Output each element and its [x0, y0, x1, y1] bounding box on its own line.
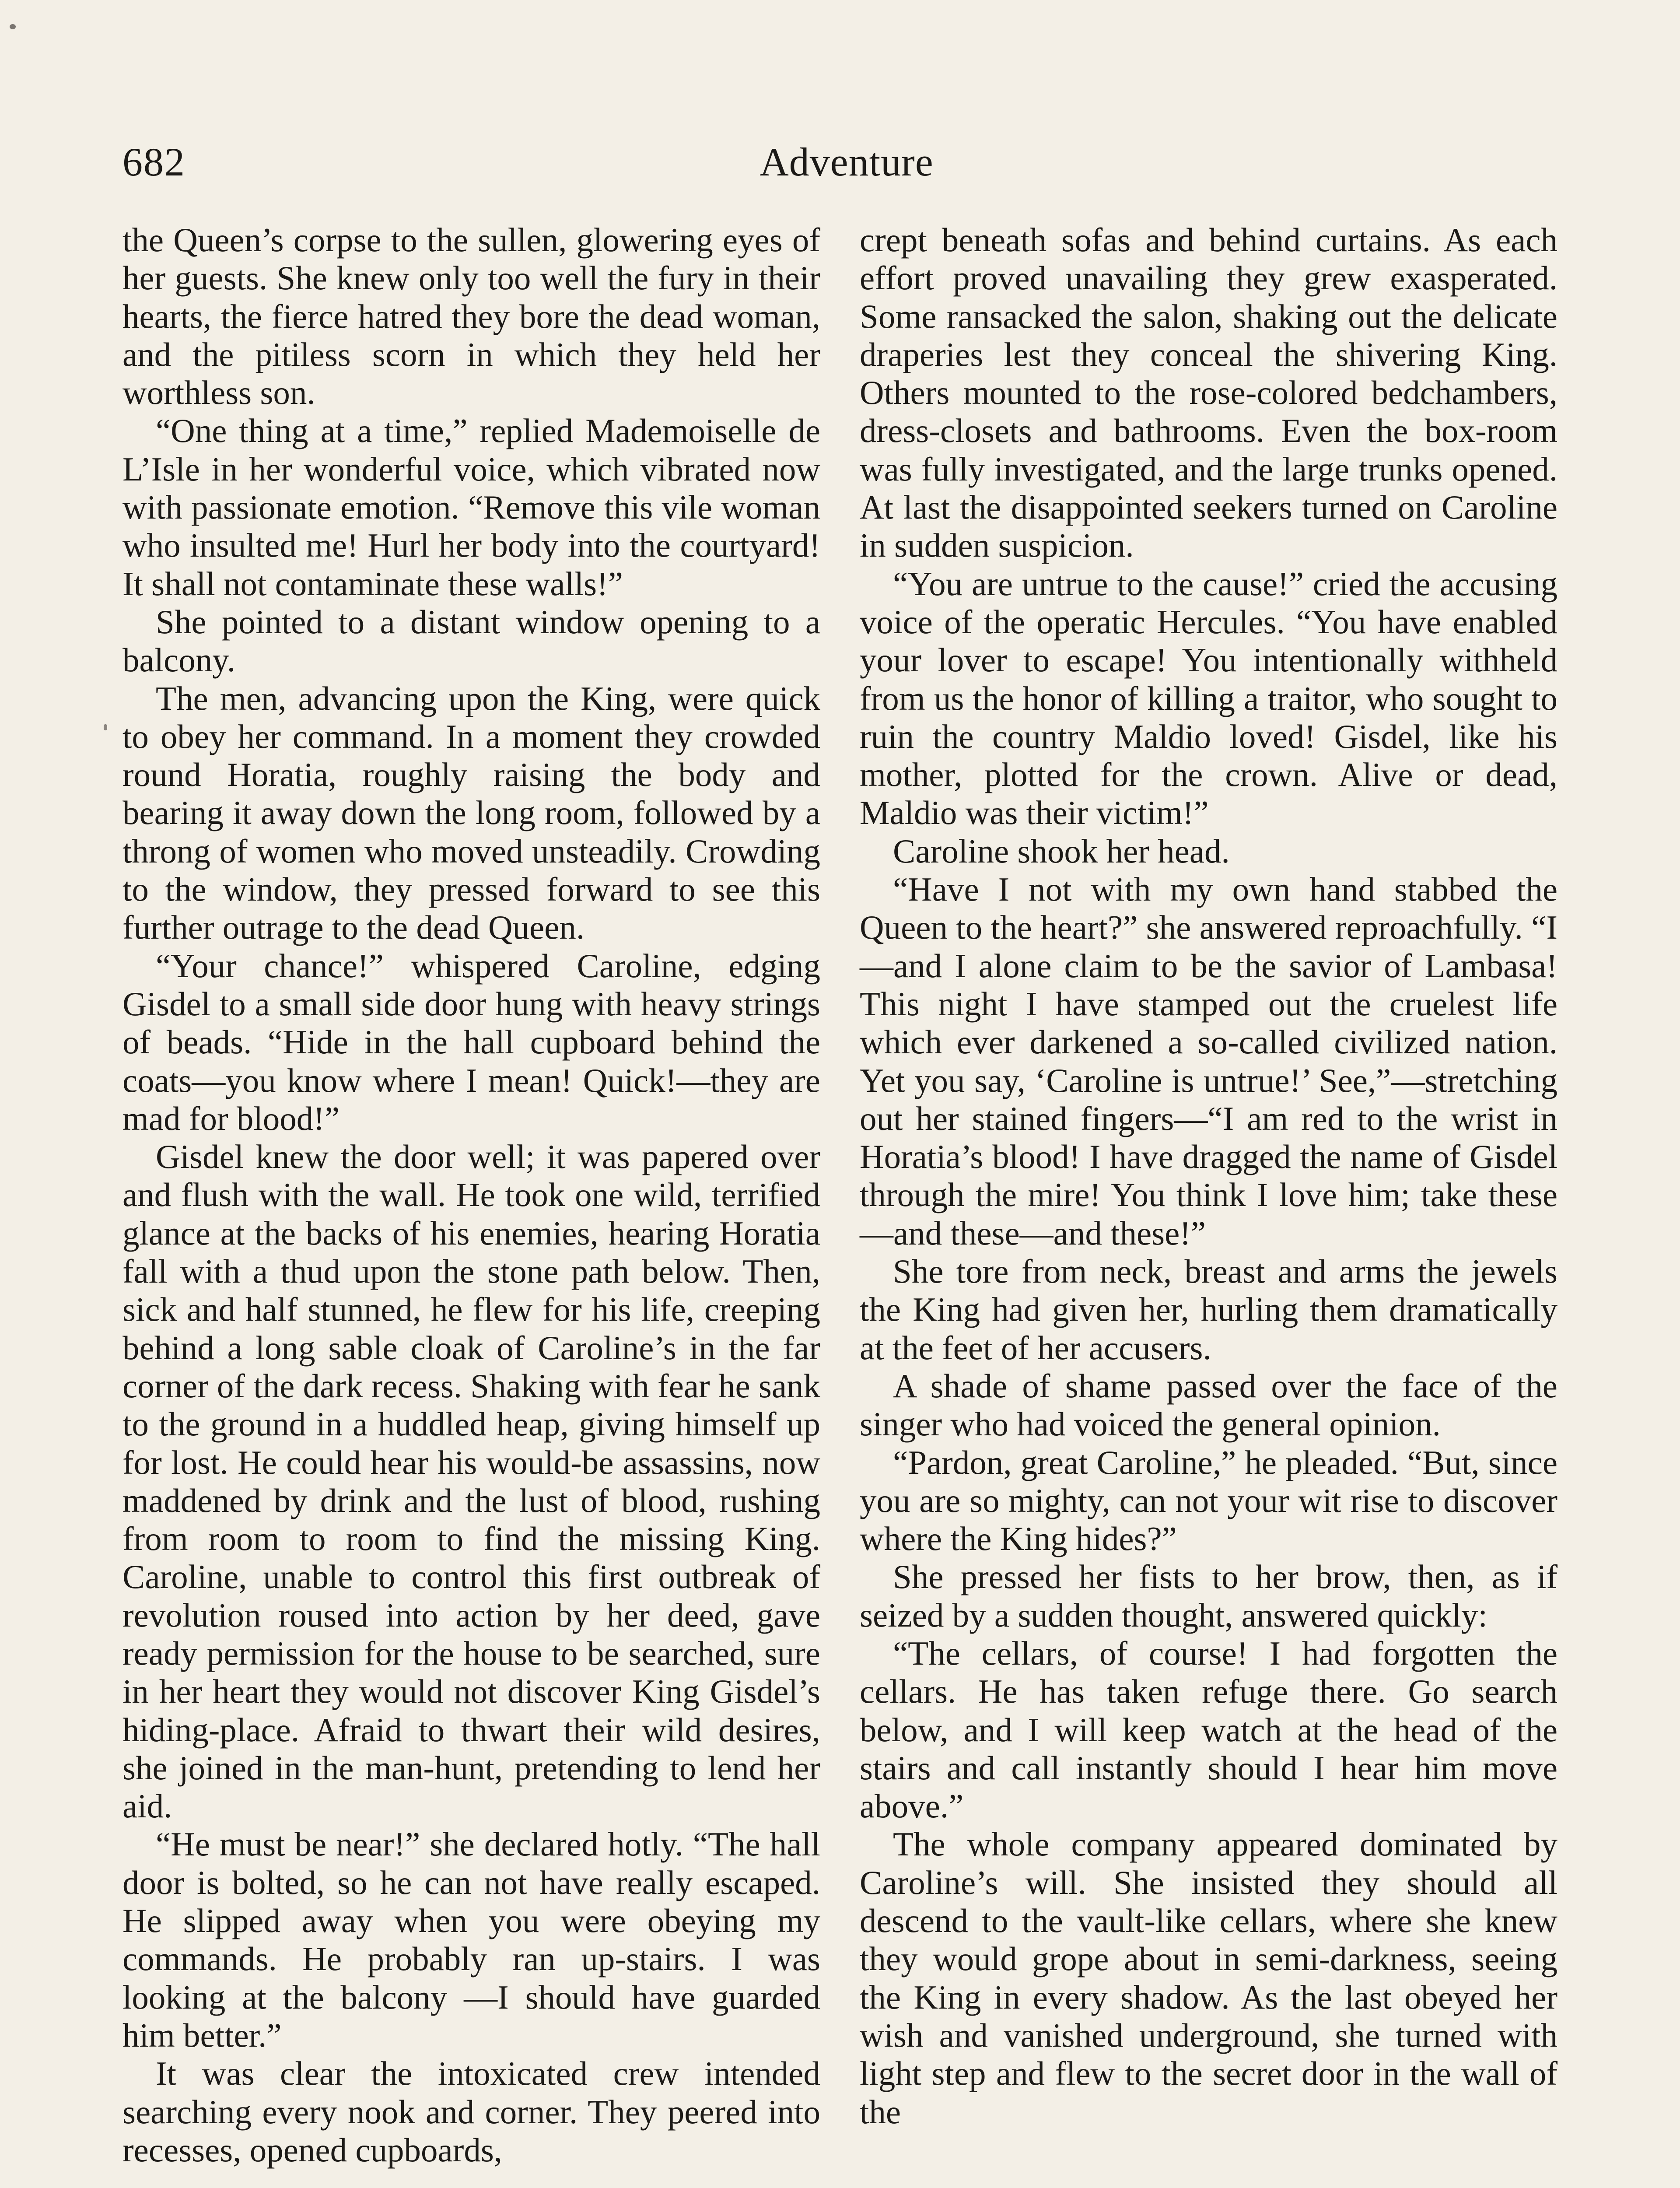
page-number: 682 [122, 140, 186, 184]
left-text-column [122, 221, 820, 2169]
paragraph: It was clear the intoxicated crew intended searching every nook and corner. They peered into recesses, opened cupboards, [122, 2055, 820, 2169]
paragraph: She pressed her fists to her brow, then, as if seized by a sudden thought, answered quickly: [860, 1558, 1558, 1634]
paragraph: The whole company appeared dominated by Caroline’s will. She insisted they should all descend to the vault-like cellars, where she knew they would grope about in semi-darkness, seeing the King in every shadow. As the last obeyed her wish and vanished underground, she turned with light step and flew to the secret door in the wall of the [860, 1825, 1558, 2131]
ink-speck [104, 724, 107, 730]
paragraph: “Your chance!” whispered Caroline, edging Gisdel to a small side door hung with heavy strings of beads. “Hide in the hall cupboard behind the coats—you know where I mean! Quick!—they are mad for blood!” [122, 947, 820, 1137]
paragraph: She pointed to a distant window opening to a balcony. [122, 603, 820, 679]
paragraph: “Have I not with my own hand stabbed the Queen to the heart?” she answered reproachfully. “I—and I alone claim to be the savior of Lambasa! This night I have stamped out the cruelest life which ever darkened a so-called civilized nation. Yet you say, ‘Caroline is untrue!’ See,”—stretching out her stained fingers—“I am red to the wrist in Horatia’s blood! I have dragged the name of Gisdel through the mire! You think I love him; take these—and these—and these!” [860, 870, 1558, 1252]
paragraph: “He must be near!” she declared hotly. “The hall door is bolted, so he can not have really escaped. He slipped away when you were obeying my commands. He probably ran up-stairs. I was looking at the balcony —I should have guarded him better.” [122, 1825, 820, 2054]
ink-speck [10, 24, 16, 29]
right-text-column [860, 221, 1558, 2131]
paragraph: “Pardon, great Caroline,” he pleaded. “But, since you are so mighty, can not your wit rise to discover where the King hides?” [860, 1443, 1558, 1558]
paragraph: A shade of shame passed over the face of the singer who had voiced the general opinion. [860, 1367, 1558, 1443]
paragraph: Caroline shook her head. [893, 832, 1230, 870]
paragraph: “You are untrue to the cause!” cried the accusing voice of the operatic Hercules. “You have enabled your lover to escape! You intentionally withheld from us the honor of killing a traitor, who sought to ruin the country Maldio loved! Gisdel, like his mother, plotted for the crown. Alive or dead, Maldio was their victim!” [860, 565, 1558, 832]
magazine-title: Adventure [760, 140, 934, 184]
paragraph: the Queen’s corpse to the sullen, glowering eyes of her guests. She knew only too well the fury in their hearts, the fierce hatred they bore the dead woman, and the pitiless scorn in which they held her worthless son. [122, 221, 820, 412]
paragraph: “The cellars, of course! I had forgotten the cellars. He has taken refuge there. Go search below, and I will keep watch at the head of the stairs and call instantly should I hear him move above.” [860, 1634, 1558, 1825]
paragraph: crept beneath sofas and behind curtains. As each effort proved unavailing they grew exasperated. Some ransacked the salon, shaking out the delicate draperies lest they conceal the shivering King. Others mounted to the rose-colored bedchambers, dress-closets and bathrooms. Even the box-room was fully investigated, and the large trunks opened. At last the disappointed seekers turned on Caroline in sudden suspicion. [860, 221, 1558, 565]
paragraph: The men, advancing upon the King, were quick to obey her command. In a moment they crowded round Horatia, roughly raising the body and bearing it away down the long room, followed by a throng of women who moved unsteadily. Crowding to the window, they pressed forward to see this further outrage to the dead Queen. [122, 679, 820, 947]
paragraph: Gisdel knew the door well; it was papered over and flush with the wall. He took one wild, terrified glance at the backs of his enemies, hearing Horatia fall with a thud upon the stone path below. Then, sick and half stunned, he flew for his life, creeping behind a long sable cloak of Caroline’s in the far corner of the dark recess. Shaking with fear he sank to the ground in a huddled heap, giving himself up for lost. He could hear his would-be assassins, now maddened by drink and the lust of blood, rushing from room to room to find the missing King. Caroline, unable to control this first outbreak of revolution roused into action by her deed, gave ready permission for the house to be searched, sure in her heart they would not discover King Gisdel’s hiding-place. Afraid to thwart their wild desires, she joined in the man-hunt, pretending to lend her aid. [122, 1138, 821, 1825]
running-head [122, 131, 1571, 193]
paragraph: She tore from neck, breast and arms the jewels the King had given her, hurling them dramatically at the feet of her accusers. [860, 1252, 1558, 1367]
paragraph: “One thing at a time,” replied Mademoiselle de L’Isle in her wonderful voice, which vibrated now with passionate emotion. “Remove this vile woman who insulted me! Hurl her body into the courtyard! It shall not contaminate these walls!” [122, 412, 820, 603]
